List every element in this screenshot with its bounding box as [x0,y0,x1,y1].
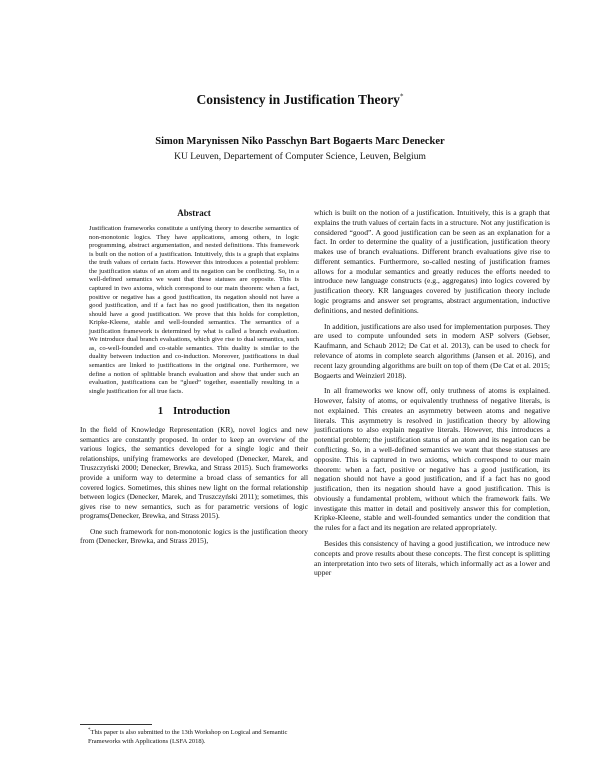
section-heading-introduction [80,406,308,417]
footnote-text: *This paper is also submitted to the 13th Workshop on Logical and Semantic Frameworks with Applications (LSFA 2018). [88,728,288,745]
abstract-body: Justification frameworks constitute a unifying theory to describe semantics of non-monotonic logics. They have applications, among others, in logic programming, abstract argumentation, and nested definitions. This framework is built on the notion of a justification. Intuitively, this is a graph that explains the truth values of certain facts. However this introduces a potential problem: the justification status of an atom and its negation can be conflicting. So, in a well-defined semantics we want that these statuses are opposite. This is captured in two axioms, which correspond to our main theorem: when a fact, positive or negative has a good justification, its negation should not have a good justification, and if a fact has no good justification, then its negation should have a good justification. We prove that this holds for completion, Kripke-Kleene, stable and well-founded semantics. The semantics of a justification framework is determined by what is called a branch evaluation. We introduce dual branch evaluations, which give rise to dual semantics, such as, co-well-founded and co-stable semantics. This duality is similar to the duality between induction and co-induction. Moreover, justifications in dual semantics are linked to justifications in the original one. Furthermore, we define a notion of splittable branch evaluation and show that under such an evaluation, justifications can be “glued” together, essentially resulting in a single justification for all true facts. [89,225,299,395]
abstract-heading: Abstract [177,208,211,218]
footnote [80,724,308,747]
author-list: Simon Marynissen Niko Passchyn Bart Bogaerts Marc Denecker [155,136,445,147]
intro-paragraph-4: In addition, justifications are also used for implementation purposes. They are used to compute unfounded sets in modern ASP solvers (Gebser, Kaufmann, and Schaub 2012; De Cat et al. 2013), can be used to check for relevance of atoms in complete search algorithms (Jansen et al. 2016), and recent lazy grounding algorithms are built on top of them (De Cat et al. 2015; Bogaerts and Weinzierl 2018). [314,321,550,380]
intro-paragraph-2: One such framework for non-monotonic logics is the justification theory from (Denecker, Brewka, and Strass 2015), [80,526,308,546]
right-column [314,208,550,578]
left-column [80,208,308,546]
paper-title: Consistency in Justification Theory* [196,92,404,107]
section-title: Introduction [173,406,231,418]
section-number: 1 [157,406,164,418]
title-footnote-mark: * [399,92,404,101]
footnote-mark: * [88,728,91,733]
footnote-rule [80,724,152,725]
intro-paragraph-3: which is built on the notion of a justification. Intuitively, this is a graph that explains the truth values of certain facts in a structure. Not any justification is considered “good”. A good justification can be seen as an explanation for a fact. In order to determine the quality of a justification, justification theory makes use of branch evaluations. Different branch evaluations give rise to different semantics. Furthermore, so-called nesting of justification frames allows for a modular semantics and greatly reduces the efforts needed to introduce new language constructs (e.g., aggregates) into logics covered by justification theory. KR languages covered by justification theory include logic programs and answer set programs, abstract argumentation, inductive definitions, and nested definitions. [314,208,550,315]
intro-paragraph-1: In the field of Knowledge Representation (KR), novel logics and new semantics are constantly proposed. In order to keep an overview of the various logics, the semantics developed for a single logic and their relationships, unifying frameworks are developed (Denecker, Marek, and Truszczyński 2000; Denecker, Brewka, and Strass 2015). Such frameworks provide a uniform way to determine a broad class of semantics for all covered logics. Sometimes, this shines new light on the formal relationship between logics (Denecker, Marek, and Truszczyński 2011); sometimes, this gives rise to new semantics, such as for parametric versions of logic programs(Denecker, Brewka, and Strass 2015). [80,425,308,521]
intro-paragraph-6: Besides this consistency of having a good justification, we introduce new concepts and prove results about these concepts. The first concept is splitting an interpretation into two sets of literals, which informally act as a lower and upper [314,539,550,578]
intro-paragraph-5: In all frameworks we know off, only truthness of atoms is explained. However, falsity of atoms, or equivalently truthness of negative literals, is not explained. This creates an asymmetry between atoms and negative literals. This asymmetry is resolved in justification theory by allowing justifications to also explain negative literals. However, this introduces a potential problem; the justification status of an atom and its negation can be conflicting. So, in a well-defined semantics we want that these statuses are opposite. This is captured in two axioms, which correspond to our main theorem: when a fact, positive or negative has a good justification, its negation should not have a good justification, and if a fact has no good justification, then its negation should have a good justification. This is obviously a fundamental problem, without which the framework fails. We investigate this matter in detail and positively answer this for completion, Kripke-Kleene, stable and well-founded semantics under the condition that the rules for a fact and its negation are related appropriately. [314,386,550,533]
affiliation: KU Leuven, Departement of Computer Science, Leuven, Belgium [174,152,426,162]
